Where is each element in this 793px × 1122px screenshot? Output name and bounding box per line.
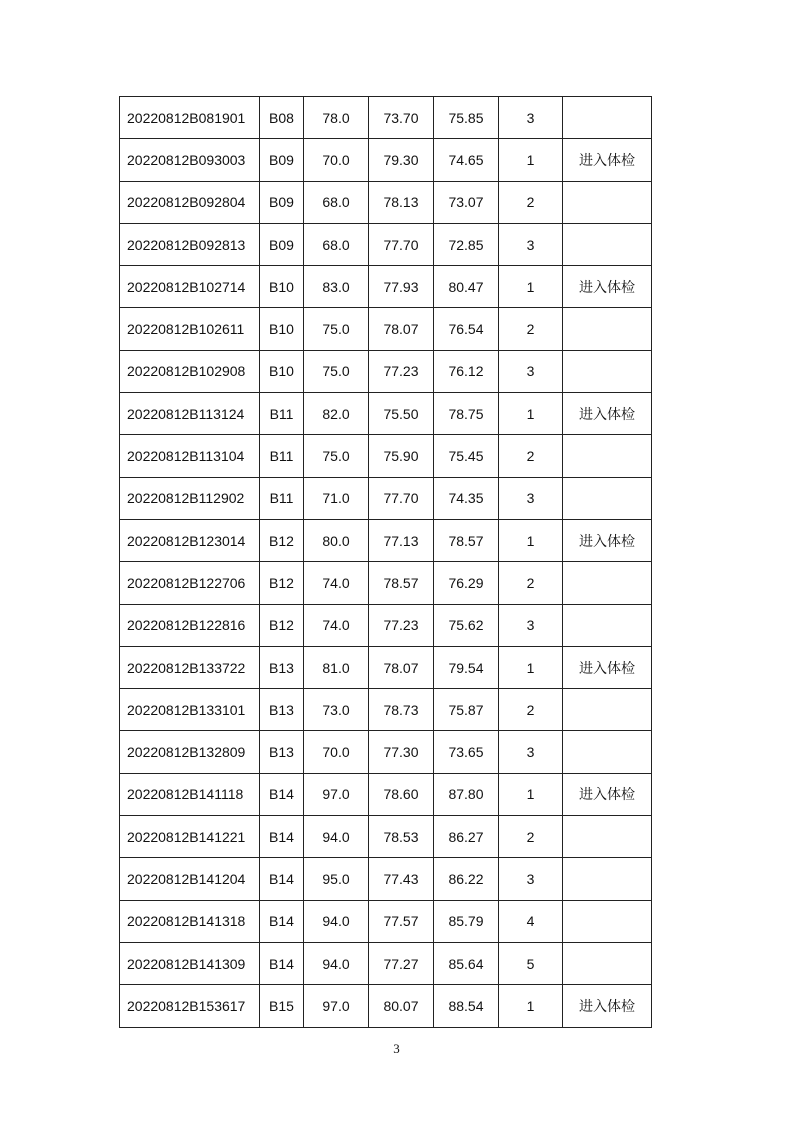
candidate-id-cell: 20220812B141221 — [120, 816, 260, 858]
position-code-cell: B13 — [260, 646, 304, 688]
table-row — [120, 519, 652, 561]
written-score-cell: 81.0 — [304, 646, 369, 688]
candidate-id-cell: 20220812B133722 — [120, 646, 260, 688]
remark-cell — [563, 562, 652, 604]
interview-score-cell: 78.07 — [369, 308, 434, 350]
table-row — [120, 435, 652, 477]
total-score-cell: 85.79 — [434, 900, 499, 942]
written-score-cell: 75.0 — [304, 435, 369, 477]
rank-cell: 2 — [499, 308, 563, 350]
interview-score-cell: 77.30 — [369, 731, 434, 773]
rank-cell: 1 — [499, 985, 563, 1027]
position-code-cell: B11 — [260, 477, 304, 519]
candidate-id-cell: 20220812B133101 — [120, 689, 260, 731]
position-code-cell: B11 — [260, 435, 304, 477]
rank-cell: 3 — [499, 858, 563, 900]
remark-cell — [563, 689, 652, 731]
rank-cell: 3 — [499, 477, 563, 519]
total-score-cell: 78.57 — [434, 519, 499, 561]
table-row — [120, 942, 652, 984]
remark-cell: 进入体检 — [563, 393, 652, 435]
total-score-cell: 75.85 — [434, 97, 499, 139]
interview-score-cell: 77.70 — [369, 477, 434, 519]
remark-cell — [563, 223, 652, 265]
rank-cell: 2 — [499, 689, 563, 731]
candidate-id-cell: 20220812B102714 — [120, 266, 260, 308]
position-code-cell: B09 — [260, 181, 304, 223]
rank-cell: 2 — [499, 562, 563, 604]
table-row — [120, 773, 652, 815]
written-score-cell: 94.0 — [304, 900, 369, 942]
rank-cell: 3 — [499, 223, 563, 265]
remark-cell — [563, 816, 652, 858]
written-score-cell: 70.0 — [304, 731, 369, 773]
interview-score-cell: 78.57 — [369, 562, 434, 604]
rank-cell: 4 — [499, 900, 563, 942]
candidate-id-cell: 20220812B153617 — [120, 985, 260, 1027]
position-code-cell: B14 — [260, 942, 304, 984]
interview-score-cell: 78.07 — [369, 646, 434, 688]
candidate-id-cell: 20220812B092804 — [120, 181, 260, 223]
candidate-id-cell: 20220812B132809 — [120, 731, 260, 773]
table-row — [120, 562, 652, 604]
table-row — [120, 266, 652, 308]
rank-cell: 3 — [499, 97, 563, 139]
interview-score-cell: 77.43 — [369, 858, 434, 900]
table-row — [120, 604, 652, 646]
candidate-id-cell: 20220812B113104 — [120, 435, 260, 477]
table-row — [120, 97, 652, 139]
total-score-cell: 75.62 — [434, 604, 499, 646]
candidate-id-cell: 20220812B122816 — [120, 604, 260, 646]
candidate-id-cell: 20220812B102908 — [120, 350, 260, 392]
position-code-cell: B12 — [260, 562, 304, 604]
written-score-cell: 75.0 — [304, 350, 369, 392]
candidate-id-cell: 20220812B141204 — [120, 858, 260, 900]
candidate-id-cell: 20220812B122706 — [120, 562, 260, 604]
score-table — [119, 96, 652, 1028]
total-score-cell: 87.80 — [434, 773, 499, 815]
total-score-cell: 85.64 — [434, 942, 499, 984]
rank-cell: 1 — [499, 393, 563, 435]
candidate-id-cell: 20220812B123014 — [120, 519, 260, 561]
interview-score-cell: 79.30 — [369, 139, 434, 181]
remark-cell — [563, 435, 652, 477]
rank-cell: 1 — [499, 646, 563, 688]
total-score-cell: 86.27 — [434, 816, 499, 858]
written-score-cell: 80.0 — [304, 519, 369, 561]
interview-score-cell: 77.70 — [369, 223, 434, 265]
position-code-cell: B14 — [260, 858, 304, 900]
table-row — [120, 308, 652, 350]
written-score-cell: 75.0 — [304, 308, 369, 350]
position-code-cell: B14 — [260, 900, 304, 942]
remark-cell: 进入体检 — [563, 139, 652, 181]
position-code-cell: B09 — [260, 139, 304, 181]
table-row — [120, 139, 652, 181]
interview-score-cell: 78.60 — [369, 773, 434, 815]
total-score-cell: 80.47 — [434, 266, 499, 308]
candidate-id-cell: 20220812B092813 — [120, 223, 260, 265]
written-score-cell: 70.0 — [304, 139, 369, 181]
rank-cell: 1 — [499, 266, 563, 308]
position-code-cell: B14 — [260, 773, 304, 815]
position-code-cell: B13 — [260, 731, 304, 773]
written-score-cell: 82.0 — [304, 393, 369, 435]
position-code-cell: B09 — [260, 223, 304, 265]
interview-score-cell: 77.57 — [369, 900, 434, 942]
total-score-cell: 86.22 — [434, 858, 499, 900]
candidate-id-cell: 20220812B141318 — [120, 900, 260, 942]
written-score-cell: 74.0 — [304, 604, 369, 646]
written-score-cell: 71.0 — [304, 477, 369, 519]
total-score-cell: 79.54 — [434, 646, 499, 688]
remark-cell: 进入体检 — [563, 985, 652, 1027]
remark-cell — [563, 308, 652, 350]
written-score-cell: 83.0 — [304, 266, 369, 308]
written-score-cell: 97.0 — [304, 985, 369, 1027]
candidate-id-cell: 20220812B112902 — [120, 477, 260, 519]
position-code-cell: B12 — [260, 519, 304, 561]
position-code-cell: B08 — [260, 97, 304, 139]
total-score-cell: 72.85 — [434, 223, 499, 265]
interview-score-cell: 75.50 — [369, 393, 434, 435]
position-code-cell: B10 — [260, 308, 304, 350]
remark-cell — [563, 477, 652, 519]
written-score-cell: 78.0 — [304, 97, 369, 139]
written-score-cell: 97.0 — [304, 773, 369, 815]
score-table-body — [120, 97, 652, 1028]
candidate-id-cell: 20220812B141309 — [120, 942, 260, 984]
rank-cell: 2 — [499, 181, 563, 223]
remark-cell — [563, 604, 652, 646]
table-row — [120, 646, 652, 688]
table-row — [120, 816, 652, 858]
interview-score-cell: 75.90 — [369, 435, 434, 477]
remark-cell — [563, 731, 652, 773]
written-score-cell: 94.0 — [304, 942, 369, 984]
total-score-cell: 75.87 — [434, 689, 499, 731]
rank-cell: 3 — [499, 604, 563, 646]
total-score-cell: 76.29 — [434, 562, 499, 604]
remark-cell: 进入体检 — [563, 519, 652, 561]
rank-cell: 2 — [499, 435, 563, 477]
interview-score-cell: 77.13 — [369, 519, 434, 561]
candidate-id-cell: 20220812B102611 — [120, 308, 260, 350]
remark-cell — [563, 181, 652, 223]
position-code-cell: B10 — [260, 266, 304, 308]
table-row — [120, 393, 652, 435]
interview-score-cell: 73.70 — [369, 97, 434, 139]
page-number: 3 — [393, 1041, 400, 1056]
total-score-cell: 73.65 — [434, 731, 499, 773]
table-row — [120, 731, 652, 773]
interview-score-cell: 77.23 — [369, 604, 434, 646]
table-row — [120, 900, 652, 942]
table-row — [120, 985, 652, 1027]
remark-cell — [563, 900, 652, 942]
total-score-cell: 75.45 — [434, 435, 499, 477]
remark-cell — [563, 97, 652, 139]
interview-score-cell: 78.13 — [369, 181, 434, 223]
table-row — [120, 350, 652, 392]
total-score-cell: 74.65 — [434, 139, 499, 181]
table-row — [120, 223, 652, 265]
position-code-cell: B10 — [260, 350, 304, 392]
rank-cell: 3 — [499, 731, 563, 773]
total-score-cell: 88.54 — [434, 985, 499, 1027]
candidate-id-cell: 20220812B113124 — [120, 393, 260, 435]
candidate-id-cell: 20220812B081901 — [120, 97, 260, 139]
written-score-cell: 74.0 — [304, 562, 369, 604]
rank-cell: 3 — [499, 350, 563, 392]
total-score-cell: 74.35 — [434, 477, 499, 519]
remark-cell — [563, 858, 652, 900]
remark-cell: 进入体检 — [563, 773, 652, 815]
position-code-cell: B15 — [260, 985, 304, 1027]
position-code-cell: B14 — [260, 816, 304, 858]
remark-cell — [563, 350, 652, 392]
interview-score-cell: 78.53 — [369, 816, 434, 858]
interview-score-cell: 77.23 — [369, 350, 434, 392]
interview-score-cell: 77.27 — [369, 942, 434, 984]
remark-cell — [563, 942, 652, 984]
table-row — [120, 858, 652, 900]
interview-score-cell: 77.93 — [369, 266, 434, 308]
rank-cell: 1 — [499, 139, 563, 181]
remark-cell: 进入体检 — [563, 646, 652, 688]
position-code-cell: B11 — [260, 393, 304, 435]
total-score-cell: 76.12 — [434, 350, 499, 392]
written-score-cell: 94.0 — [304, 816, 369, 858]
interview-score-cell: 80.07 — [369, 985, 434, 1027]
table-row — [120, 181, 652, 223]
total-score-cell: 76.54 — [434, 308, 499, 350]
total-score-cell: 78.75 — [434, 393, 499, 435]
table-row — [120, 689, 652, 731]
rank-cell: 5 — [499, 942, 563, 984]
written-score-cell: 95.0 — [304, 858, 369, 900]
candidate-id-cell: 20220812B141118 — [120, 773, 260, 815]
written-score-cell: 68.0 — [304, 223, 369, 265]
table-row — [120, 477, 652, 519]
total-score-cell: 73.07 — [434, 181, 499, 223]
written-score-cell: 73.0 — [304, 689, 369, 731]
remark-cell: 进入体检 — [563, 266, 652, 308]
rank-cell: 1 — [499, 773, 563, 815]
rank-cell: 1 — [499, 519, 563, 561]
rank-cell: 2 — [499, 816, 563, 858]
position-code-cell: B13 — [260, 689, 304, 731]
interview-score-cell: 78.73 — [369, 689, 434, 731]
written-score-cell: 68.0 — [304, 181, 369, 223]
position-code-cell: B12 — [260, 604, 304, 646]
candidate-id-cell: 20220812B093003 — [120, 139, 260, 181]
